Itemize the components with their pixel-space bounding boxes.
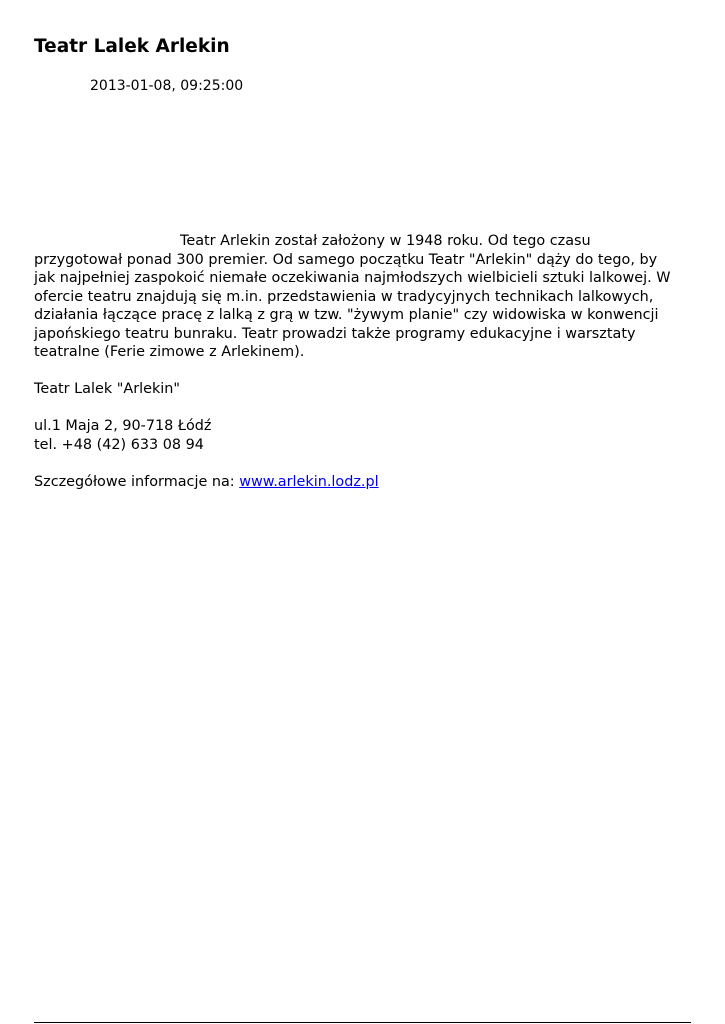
publish-date: 2013-01-08, 09:25:00 [90, 78, 244, 94]
paragraph-line: japońskiego teatru bunraku. Teatr prowadzi także programy edukacyjne i warsztaty [34, 325, 636, 342]
more-info-label: Szczegółowe informacje na: [34, 473, 235, 490]
contact-name: Teatr Lalek "Arlekin" [34, 381, 181, 397]
website-link[interactable]: www.arlekin.lodz.pl [239, 473, 379, 490]
paragraph-line: przygotował ponad 300 premier. Od samego początku Teatr "Arlekin" dąży do tego, by [34, 251, 658, 268]
more-info-line [34, 473, 694, 492]
page-title: Teatr Lalek Arlekin [34, 36, 230, 57]
footer-divider [34, 1022, 691, 1023]
article-paragraph [34, 232, 694, 362]
contact-address: ul.1 Maja 2, 90-718 Łódź [34, 418, 212, 434]
paragraph-line: działania łączące pracę z lalką z grą w tzw. "żywym planie" czy widowiska w konwencji [34, 307, 659, 323]
paragraph-line: teatralne (Ferie zimowe z Arlekinem). [34, 344, 305, 360]
paragraph-line-text: Teatr Arlekin został założony w 1948 roku. Od tego czasu [180, 233, 591, 249]
paragraph-line: jak najpełniej zaspokoić niemałe oczekiwania najmłodszych wielbicieli sztuki lalkowej. W [34, 270, 671, 286]
contact-phone: tel. +48 (42) 633 08 94 [34, 436, 204, 453]
paragraph-line [34, 232, 694, 251]
paragraph-line: ofercie teatru znajdują się m.in. przedstawienia w tradycyjnych technikach lalkowych, [34, 288, 654, 305]
article-body [34, 232, 694, 491]
